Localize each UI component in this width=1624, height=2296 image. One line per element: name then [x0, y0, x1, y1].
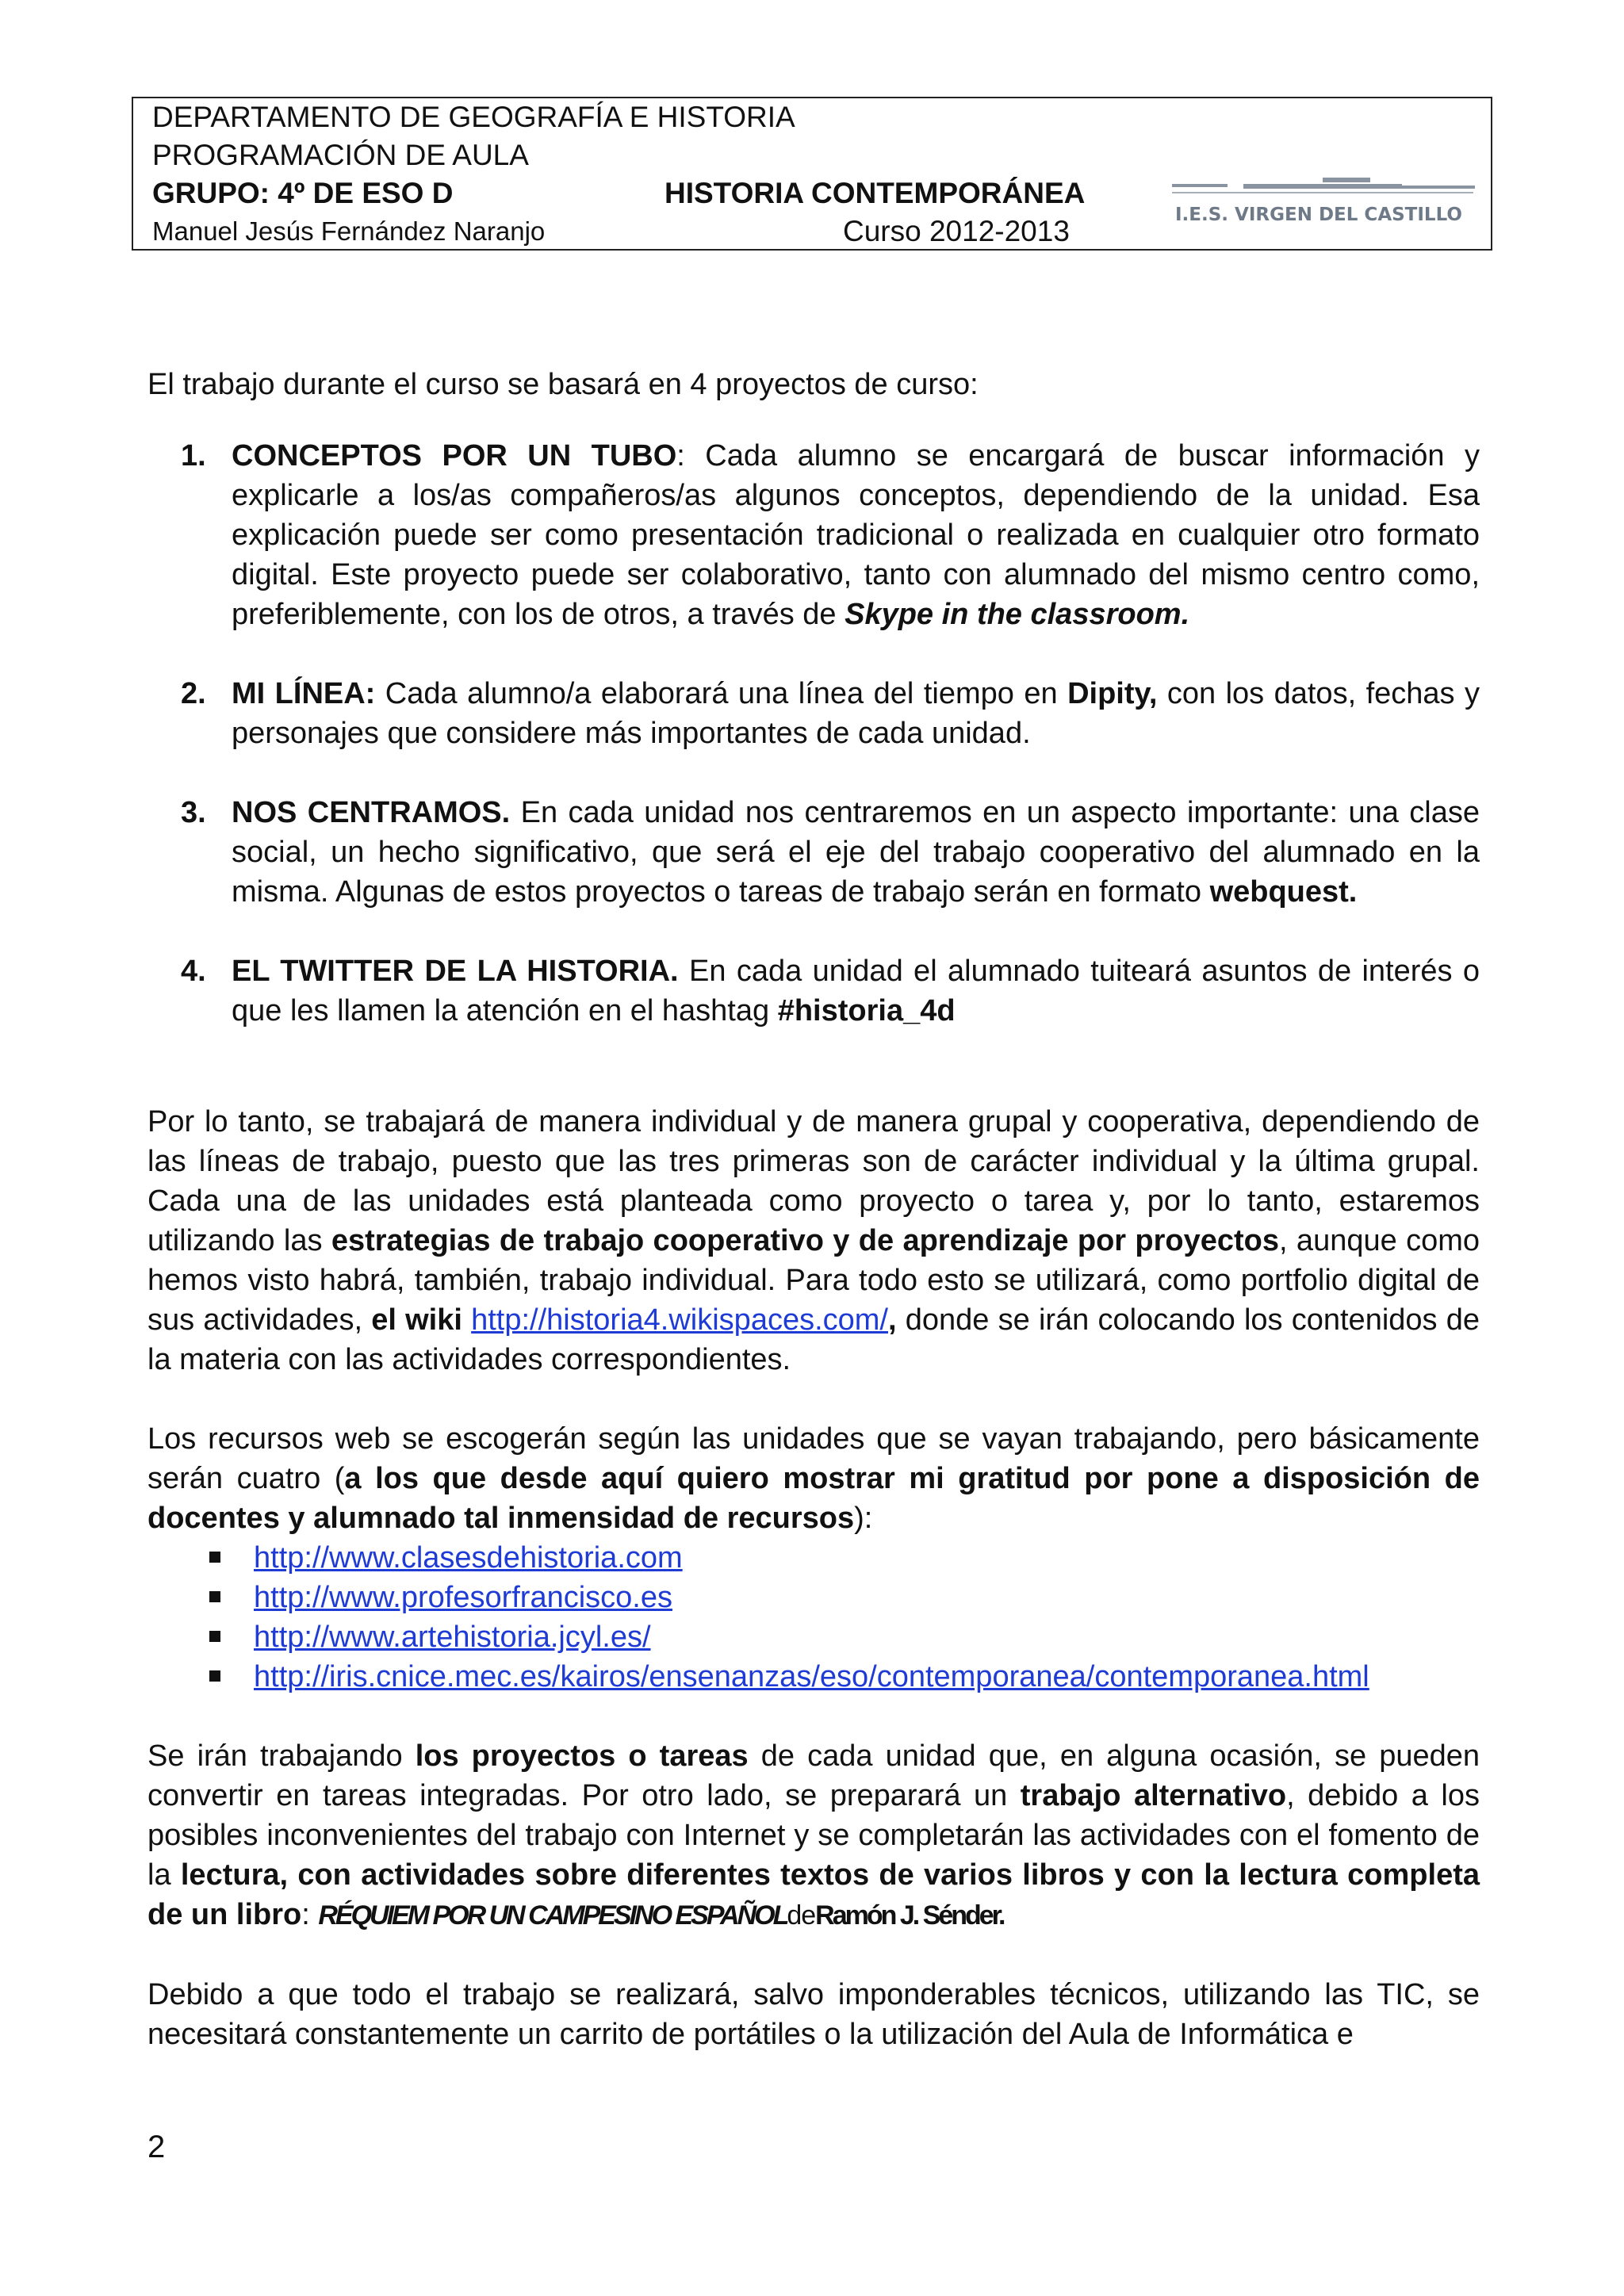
- page-number: 2: [147, 2130, 166, 2164]
- project-text: En cada unidad el alumnado tuiteará asuntos de interés o que les llamen la atención en el hashtag: [232, 955, 1480, 1027]
- project-title: NOS CENTRAMOS.: [232, 796, 511, 829]
- group-label: GRUPO: 4º DE ESO D: [152, 177, 454, 209]
- bullet-icon: [209, 1670, 220, 1682]
- resource-link[interactable]: http://iris.cnice.mec.es/kairos/ensenanzas/eso/contemporanea/contemporanea.html: [254, 1660, 1369, 1693]
- project-item: [147, 793, 1480, 912]
- project-number: 2.: [181, 677, 206, 710]
- bullet-icon: [209, 1552, 220, 1563]
- project-item: [147, 436, 1480, 634]
- author-name: Manuel Jesús Fernández Naranjo: [152, 216, 546, 246]
- svg-text:I.E.S. VIRGEN DEL CASTILLO: I.E.S. VIRGEN DEL CASTILLO: [1175, 205, 1462, 225]
- document-body: [147, 365, 1480, 2054]
- work-methods-paragraph: Por lo tanto, se trabajará de manera individual y de manera grupal y cooperativa, dependiendo de las líneas de trabajo, puesto que las tres primeras son de carácter individual y la última grupal. Cada una de las unidades está planteada como proyecto o tarea y, por lo tanto, estaremos utilizando las estrategias de trabajo cooperativo y de aprendizaje por proyectos, aunque como hemos visto habrá, también, trabajo individual. Para todo esto se utilizará, como portfolio digital de sus actividades, el wiki http://historia4.wikispaces.com/, donde se irán colocando los contenidos de la materia con las actividades correspondientes.: [147, 1105, 1480, 1376]
- document-header: [132, 97, 1492, 251]
- school-logo: [1164, 166, 1481, 233]
- book-title: RÉQUIEM POR UN CAMPESINO ESPAÑOL: [318, 1900, 787, 1931]
- project-bold-term: webquest.: [1209, 875, 1358, 909]
- resource-link[interactable]: http://www.clasesdehistoria.com: [254, 1541, 683, 1575]
- project-item: [147, 674, 1480, 753]
- project-hashtag: #historia_4d: [777, 994, 956, 1027]
- project-number: 4.: [181, 955, 206, 988]
- project-text: Cada alumno/a elaborará una línea del tiempo en: [375, 677, 1068, 710]
- project-title: MI LÍNEA:: [232, 677, 376, 710]
- project-item: [147, 951, 1480, 1031]
- resource-item: [147, 1617, 1480, 1657]
- project-title: CONCEPTOS POR UN TUBO: [232, 439, 677, 473]
- resources-paragraph: Los recursos web se escogerán según las unidades que se vayan trabajando, pero básicamente serán cuatro (a los que desde aquí quiero mostrar mi gratitud por pone a disposición de docentes y alumnado tal inmensidad de recursos):: [147, 1422, 1480, 1535]
- resource-list: [147, 1538, 1480, 1697]
- subject-title: HISTORIA CONTEMPORÁNEA: [665, 177, 1086, 209]
- bullet-icon: [209, 1631, 220, 1642]
- department-title: DEPARTAMENTO DE GEOGRAFÍA E HISTORIA: [152, 101, 795, 133]
- project-list: [147, 436, 1480, 1031]
- wiki-link[interactable]: http://historia4.wikispaces.com/: [471, 1303, 888, 1337]
- project-text: con los datos, fechas y personajes que considere más importantes de cada unidad.: [232, 677, 1480, 750]
- resource-item: [147, 1538, 1480, 1578]
- book-author: Ramón J. Sénder.: [815, 1900, 1004, 1931]
- project-text: : Cada alumno se encargará de buscar información y explicarle a los/as compañeros/as algunos conceptos, dependiendo de la unidad. Esa explicación puede ser como presentación tradicional o realizada en cualquier otro formato digital. Este proyecto puede ser colaborativo, tanto con alumnado del mismo centro como, preferiblemente, con los de otros, a través de: [232, 439, 1480, 631]
- intro-paragraph: El trabajo durante el curso se basará en 4 proyectos de curso:: [147, 368, 979, 401]
- course-year: Curso 2012-2013: [843, 215, 1070, 247]
- project-bold-term: Dipity,: [1067, 677, 1158, 710]
- programming-title: PROGRAMACIÓN DE AULA: [152, 139, 529, 171]
- projects-paragraph: Se irán trabajando los proyectos o tareas de cada unidad que, en alguna ocasión, se pueden convertir en tareas integradas. Por otro lado, se preparará un trabajo alternativo, debido a los posibles inconvenientes del trabajo con Internet y se completarán las actividades con el fomento de la lectura, con actividades sobre diferentes textos de varios libros y con la lectura completa de un libro: RÉQUIEM POR UN CAMPESINO ESPAÑOLdeRamón J. Sénder.: [147, 1736, 1480, 1935]
- tic-paragraph: Debido a que todo el trabajo se realizará, salvo imponderables técnicos, utilizando las TIC, se necesitará constantemente un carrito de portátiles o la utilización del Aula de Informática e: [147, 1978, 1480, 2051]
- project-title: EL TWITTER DE LA HISTORIA.: [232, 955, 679, 988]
- bullet-icon: [209, 1591, 220, 1602]
- resource-link[interactable]: http://www.profesorfrancisco.es: [254, 1581, 672, 1614]
- project-emphasis: Skype in the classroom.: [845, 598, 1190, 631]
- project-number: 3.: [181, 796, 206, 829]
- resource-item: [147, 1578, 1480, 1617]
- resource-item: [147, 1657, 1480, 1697]
- project-number: 1.: [181, 439, 206, 473]
- resource-link[interactable]: http://www.artehistoria.jcyl.es/: [254, 1621, 651, 1654]
- project-text: En cada unidad nos centraremos en un aspecto importante: una clase social, un hecho significativo, que será el eje del trabajo cooperativo del alumnado en la misma. Algunas de estos proyectos o tareas de trabajo serán en formato: [232, 796, 1480, 909]
